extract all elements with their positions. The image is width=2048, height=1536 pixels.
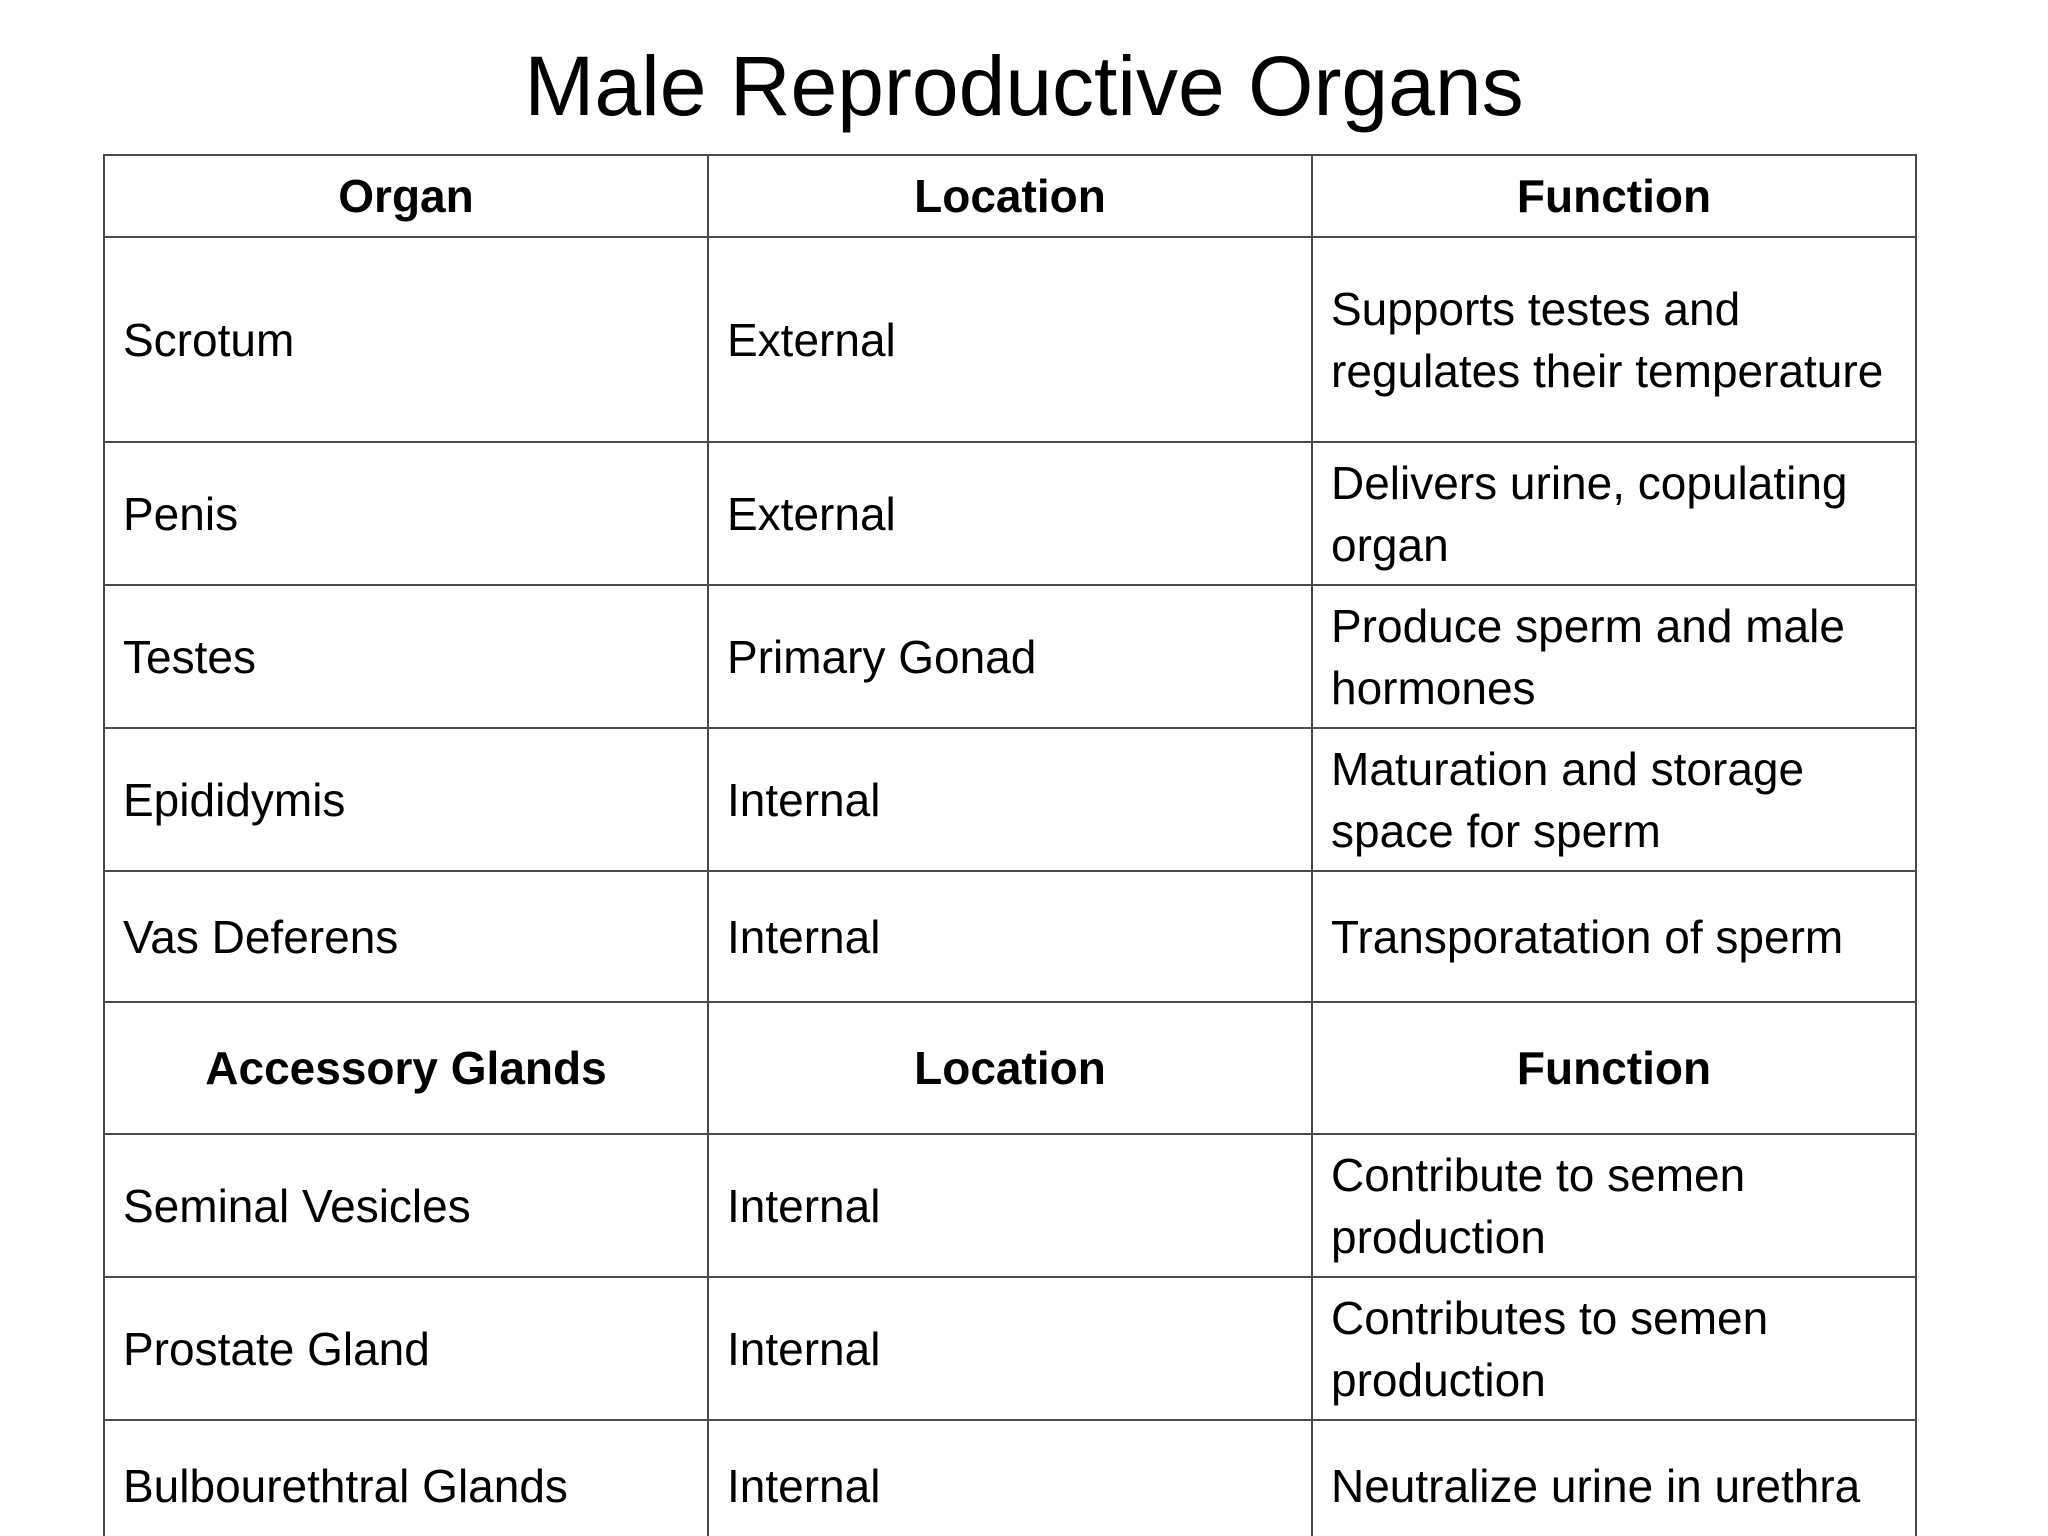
column-header-function: Function bbox=[1312, 1002, 1916, 1134]
function-cell: Contribute to semen production bbox=[1312, 1134, 1916, 1277]
function-cell: Maturation and storage space for sperm bbox=[1312, 728, 1916, 871]
organ-cell: Vas Deferens bbox=[104, 871, 708, 1002]
gland-cell: Seminal Vesicles bbox=[104, 1134, 708, 1277]
accessory-glands-header-row bbox=[104, 1002, 1916, 1134]
function-cell: Delivers urine, copulating organ bbox=[1312, 442, 1916, 585]
column-header-function: Function bbox=[1312, 155, 1916, 237]
column-header-location: Location bbox=[708, 1002, 1312, 1134]
function-cell: Neutralize urine in urethra bbox=[1312, 1420, 1916, 1536]
table-row bbox=[104, 1420, 1916, 1536]
organ-table bbox=[103, 154, 1917, 1536]
table-header-row bbox=[104, 155, 1916, 237]
location-cell: Internal bbox=[708, 1277, 1312, 1420]
column-header-organ: Organ bbox=[104, 155, 708, 237]
table-row bbox=[104, 871, 1916, 1002]
function-cell: Supports testes and regulates their temperature bbox=[1312, 237, 1916, 442]
column-header-location: Location bbox=[708, 155, 1312, 237]
function-cell: Produce sperm and male hormones bbox=[1312, 585, 1916, 728]
table-row bbox=[104, 237, 1916, 442]
location-cell: Internal bbox=[708, 871, 1312, 1002]
table-row bbox=[104, 442, 1916, 585]
table-row bbox=[104, 585, 1916, 728]
location-cell: Internal bbox=[708, 1420, 1312, 1536]
table-row bbox=[104, 728, 1916, 871]
function-cell: Contributes to semen production bbox=[1312, 1277, 1916, 1420]
location-cell: External bbox=[708, 442, 1312, 585]
column-header-accessory-glands: Accessory Glands bbox=[104, 1002, 708, 1134]
location-cell: Internal bbox=[708, 728, 1312, 871]
organ-cell: Testes bbox=[104, 585, 708, 728]
gland-cell: Prostate Gland bbox=[104, 1277, 708, 1420]
table-row bbox=[104, 1277, 1916, 1420]
organ-cell: Scrotum bbox=[104, 237, 708, 442]
location-cell: External bbox=[708, 237, 1312, 442]
table-row bbox=[104, 1134, 1916, 1277]
organ-cell: Penis bbox=[104, 442, 708, 585]
page-title: Male Reproductive Organs bbox=[524, 39, 1524, 133]
location-cell: Primary Gonad bbox=[708, 585, 1312, 728]
organ-cell: Epididymis bbox=[104, 728, 708, 871]
location-cell: Internal bbox=[708, 1134, 1312, 1277]
gland-cell: Bulbourethtral Glands bbox=[104, 1420, 708, 1536]
function-cell: Transporatation of sperm bbox=[1312, 871, 1916, 1002]
